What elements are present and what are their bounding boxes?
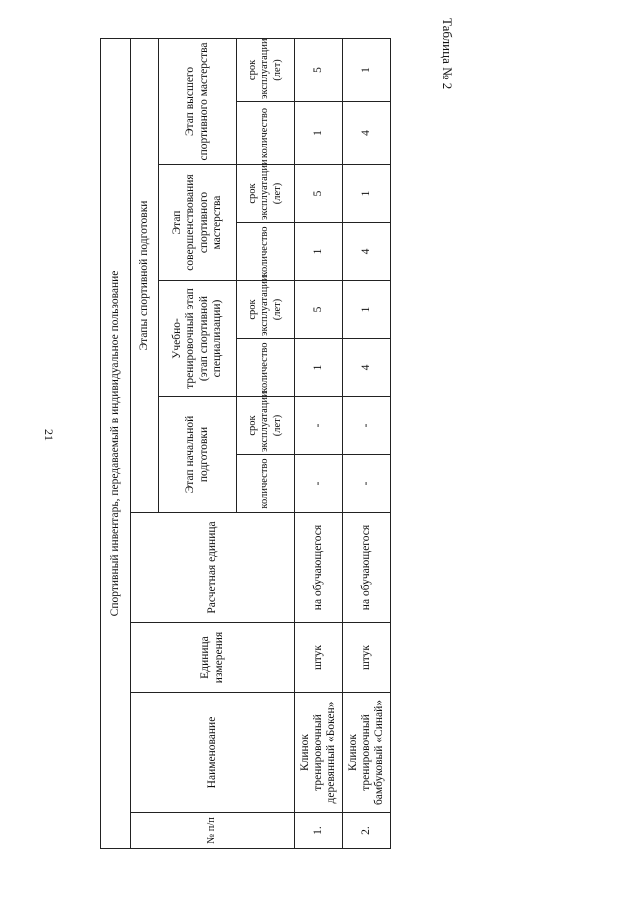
row-num: 2. — [343, 813, 391, 849]
table-row — [343, 38, 391, 848]
table-row — [295, 38, 343, 848]
equipment-table — [100, 38, 391, 849]
row-value: 1 — [343, 281, 391, 339]
row-value: 5 — [295, 281, 343, 339]
stage-header-initial: Этап начальной подготовки — [159, 397, 237, 513]
col-num-header: № п/п — [131, 813, 295, 849]
row-value: 4 — [343, 339, 391, 397]
row-value: - — [295, 455, 343, 513]
row-value: 4 — [343, 223, 391, 281]
row-value: - — [295, 397, 343, 455]
row-value: 1 — [295, 102, 343, 165]
row-num: 1. — [295, 813, 343, 849]
row-calc-unit: на обучающегося — [295, 513, 343, 623]
row-value: 1 — [343, 165, 391, 223]
rotated-table-container — [100, 39, 390, 849]
row-value: 5 — [295, 38, 343, 101]
sub-term-header: срок эксплуатации (лет) — [237, 281, 295, 339]
row-value: - — [343, 397, 391, 455]
sub-qty-header: количество — [237, 339, 295, 397]
main-header: Спортивный инвентарь, передаваемый в индивидуальное пользование — [101, 38, 131, 848]
row-calc-unit: на обучающегося — [343, 513, 391, 623]
stages-header: Этапы спортивной подготовки — [131, 38, 159, 512]
table-title: Таблица № 2 — [440, 18, 455, 90]
row-name: Клинок тренировочный деревянный «Бокен» — [295, 693, 343, 813]
table-flip — [100, 39, 390, 849]
row-name: Клинок тренировочный бамбуковый «Синай» — [343, 693, 391, 813]
sub-qty-header: количество — [237, 223, 295, 281]
row-value: 1 — [343, 38, 391, 101]
row-value: 1 — [295, 339, 343, 397]
stage-header-highest: Этап высшего спортивного мастерства — [159, 38, 237, 164]
row-unit: штук — [295, 623, 343, 693]
col-calc-unit-header: Расчетная единица — [131, 513, 295, 623]
sub-term-header: срок эксплуатации (лет) — [237, 38, 295, 101]
row-value: 4 — [343, 102, 391, 165]
stage-header-improvement: Этап совершенствования спортивного мастерства — [159, 165, 237, 281]
col-unit-header: Единица измерения — [131, 623, 295, 693]
stage-header-training: Учебно-тренировочный этап (этап спортивной специализации) — [159, 281, 237, 397]
sub-qty-header: количество — [237, 455, 295, 513]
sub-term-header: срок эксплуатации (лет) — [237, 397, 295, 455]
row-value: - — [343, 455, 391, 513]
sub-term-header: срок эксплуатации (лет) — [237, 165, 295, 223]
row-value: 1 — [295, 223, 343, 281]
col-name-header: Наименование — [131, 693, 295, 813]
sub-qty-header: количество — [237, 102, 295, 165]
row-value: 5 — [295, 165, 343, 223]
page-number: 21 — [42, 429, 56, 441]
row-unit: штук — [343, 623, 391, 693]
